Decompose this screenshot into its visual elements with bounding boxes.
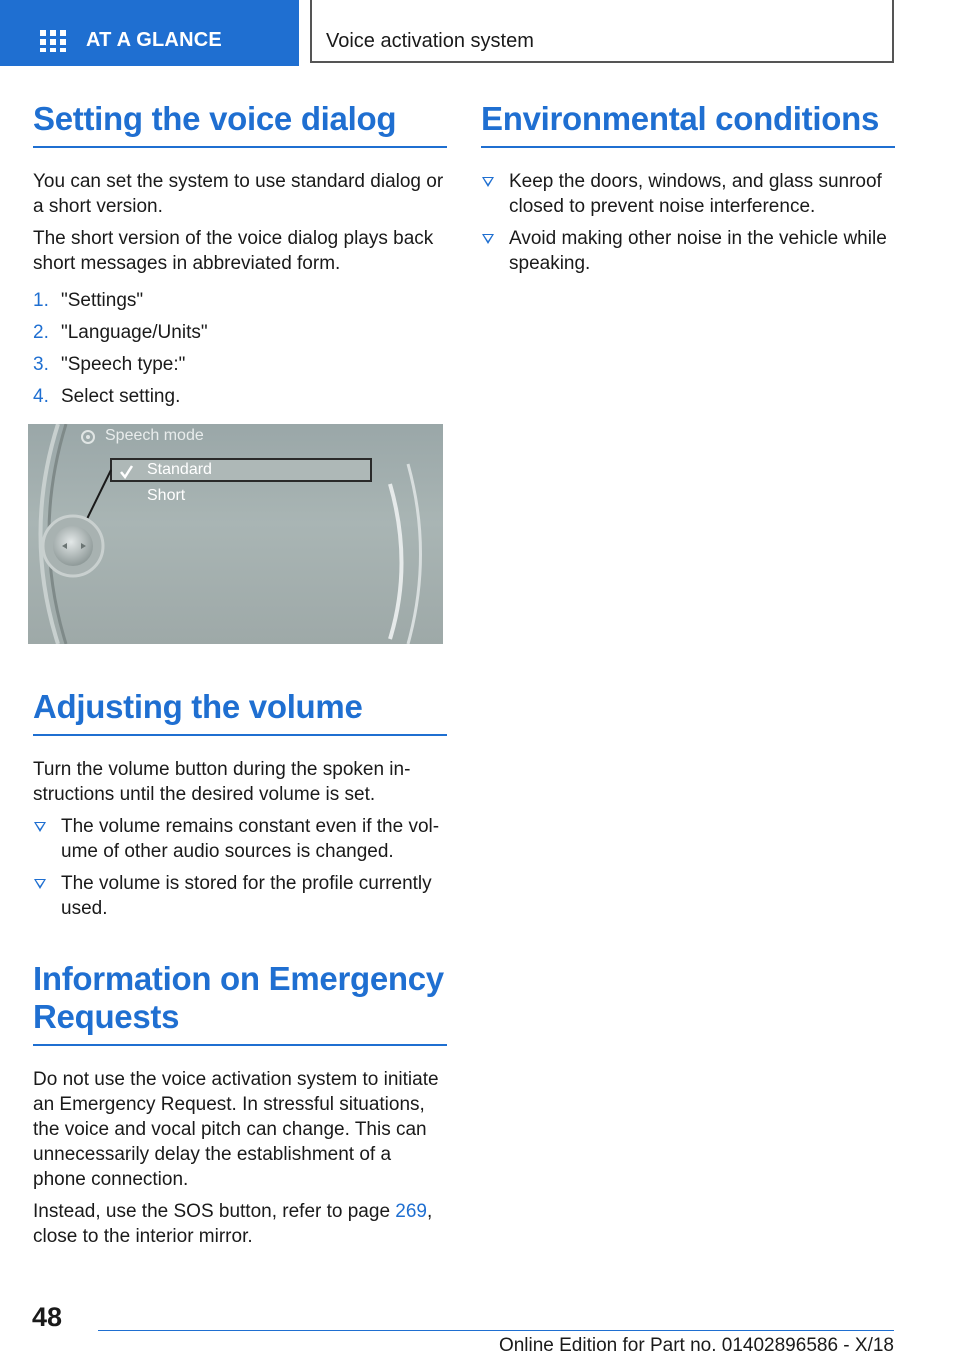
bullet-item <box>481 226 895 276</box>
bullet-item <box>33 814 447 864</box>
voice-dialog-paragraph-2: The short version of the voice dialog plays back short messages in abbreviated form. <box>33 228 434 274</box>
emergency-paragraph: Do not use the voice activation system to initiate an Emergency Request. In stressful situations, the voice and vocal pitch can change. This can unnecessarily delay the establishment of a phone connection. <box>33 1069 439 1190</box>
right-column <box>481 100 895 276</box>
step-number: 4. <box>33 386 49 407</box>
section-tab[interactable] <box>0 0 299 66</box>
speech-mode-screen <box>28 424 443 644</box>
triangle-bullet-icon <box>34 822 46 832</box>
left-column-lower <box>33 688 447 1249</box>
step-text: Select setting. <box>61 386 181 407</box>
footer-rule <box>98 1330 894 1331</box>
bullet-text: The volume remains constant even if the volume of other audio sources is changed. <box>61 816 440 862</box>
step-item <box>33 288 447 313</box>
chapter-title: Voice activation system <box>326 30 534 52</box>
gear-icon <box>82 431 94 443</box>
emergency-heading: Information on Emergency Requests <box>33 960 444 1035</box>
bullet-text: The volume is stored for the profile currently used. <box>61 873 432 919</box>
volume-bullets <box>33 814 447 921</box>
page-number: 48 <box>32 1302 63 1332</box>
screen-title: Speech mode <box>105 427 204 444</box>
option-standard[interactable]: Standard <box>147 461 212 478</box>
left-column <box>33 100 447 409</box>
volume-intro: Turn the volume button during the spoken instructions until the desired volume is set. <box>33 759 411 805</box>
volume-heading: Adjusting the volume <box>33 688 363 725</box>
grid-menu-icon <box>40 30 68 52</box>
step-number: 1. <box>33 290 49 311</box>
triangle-bullet-icon <box>482 177 494 187</box>
page-reference-link[interactable]: 269 <box>395 1201 427 1222</box>
option-short[interactable]: Short <box>147 487 186 504</box>
step-text: "Speech type:" <box>61 354 186 375</box>
bullet-item <box>481 169 895 219</box>
edition-text: Online Edition for Part no. 01402896586 - X/18 <box>498 1335 894 1356</box>
chapter-header <box>310 0 894 63</box>
voice-dialog-steps <box>33 288 447 409</box>
triangle-bullet-icon <box>34 879 46 889</box>
step-item <box>33 320 447 345</box>
section-label: AT A GLANCE <box>86 29 222 51</box>
voice-dialog-heading: Setting the voice dialog <box>33 100 397 137</box>
bullet-item <box>33 871 447 921</box>
instead-line-2: close to the interior mirror. <box>33 1226 253 1247</box>
controller-knob-icon <box>43 516 103 576</box>
environment-heading: Environmental conditions <box>481 100 880 137</box>
voice-dialog-paragraph-1: You can set the system to use standard dialog or a short version. <box>33 171 444 217</box>
emergency-instead <box>33 1199 447 1249</box>
step-item <box>33 384 447 409</box>
step-text: "Language/Units" <box>61 322 208 343</box>
instead-suffix: , <box>427 1201 433 1222</box>
speech-mode-illustration <box>28 424 443 644</box>
bullet-text: Avoid making other noise in the vehicle while speaking. <box>509 228 887 274</box>
instead-text: Instead, use the SOS button, refer to page <box>33 1201 396 1222</box>
step-text: "Settings" <box>61 290 144 311</box>
environment-bullets <box>481 169 895 276</box>
triangle-bullet-icon <box>482 234 494 244</box>
step-number: 2. <box>33 322 49 343</box>
bullet-text: Keep the doors, windows, and glass sunroof closed to prevent noise interference. <box>509 171 882 217</box>
step-number: 3. <box>33 354 49 375</box>
step-item <box>33 352 447 377</box>
